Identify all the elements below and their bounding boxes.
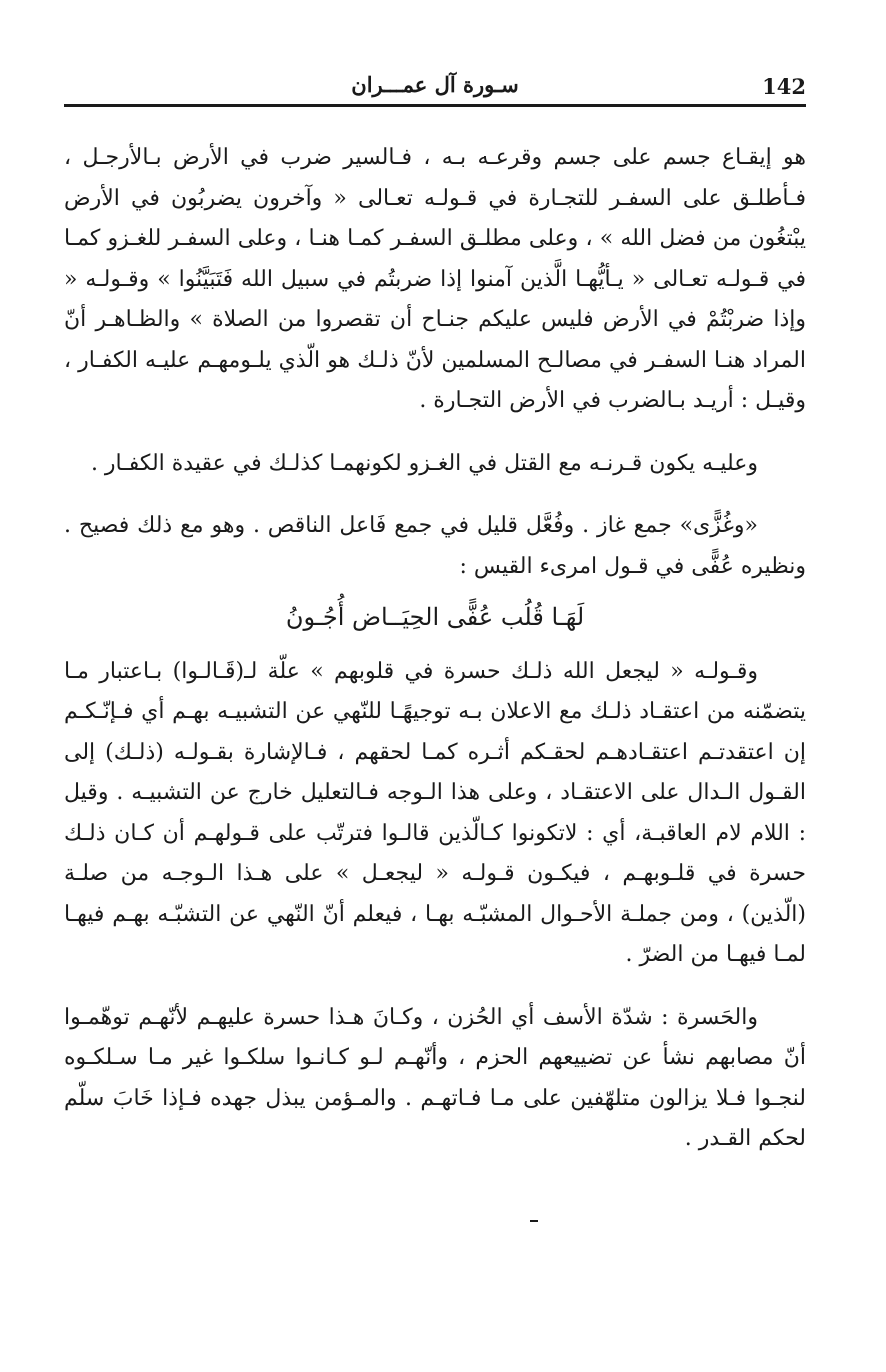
paragraph-4: وقـولـه « ليجعل الله ذلـك حسرة في قلوبهم » علّة لـ(قَـالـوا) بـاعتبار مـا يتضمّنه من اعتقـاد ذلـك مع الاعلان بـه توجيهًـا للنّهي عن التشبيـه بهـم أي فـإنّـكـم إن اعتقدتـم اعتقـادهـم لحقـكم أثـره كمـا لحقهم ، فـالإشارة بقـولـه (ذلـك) إلى القـول الـدال على الاعتقـاد ، وعلى هذا الـوجه فـالتعليل خارج عن التشبيـه . وقيل : اللام لام العاقبـة، أي : لاتكونوا كـالّذين قالـوا فترتّب على قـولهـم أن كـان ذلـك حسرة في قلـوبهـم ، فيكـون قـولـه « ليجعـل » على هـذا الـوجـه من صلـة (الّذين) ، ومن جملـة الأحـوال المشبّـه بهـا ، فيعلم أنّ النّهي عن التشبّـه بهـم فيهـا لمـا فيهـا من الضرّ . xyxy=(64,658,806,967)
paragraph-1: هو إيقـاع جسم على جسم وقرعـه بـه ، فـالسير ضرب في الأرض بـالأرجـل ، فـأطلـق على السفـر للتجـارة في قـولـه تعـالى « وآخرون يضربُون في الأرض يبْتغُون من فضل الله » ، وعلى مطلـق السفـر كمـا هنـا ، وعلى السفـر للغـزو كمـا في قـولـه تعـالى « يـأيُّهـا الَّذين آمنوا إذا ضربتُم في سبيل الله فَتَبَيَّنُوا » وقـولـه « وإذا ضربْتُمْ في الأرض فليس عليكم جنـاح أن تقصروا من الصلاة » والظـاهـر أنّ المراد هنـا السفـر في مصالـح المسلمين لأنّ ذلـك هو الّذي يلـومهـم عليـه الكفـار ، وقيـل : أريـد بـالضرب في الأرض التجـارة . xyxy=(64,145,806,413)
page-header xyxy=(64,68,806,104)
page-body xyxy=(64,138,806,1160)
paragraph-2: وعليـه يكون قـرنـه مع القتل في الغـزو لكونهمـا كذلـك في عقيدة الكفـار . xyxy=(90,450,758,476)
poetry-verse: لَهَـا قُلُب عُفًّى الحِيَــاض أُجُـونُ xyxy=(285,603,585,631)
header-divider xyxy=(64,104,806,107)
page-number: 142 xyxy=(762,74,806,99)
stray-mark xyxy=(530,1220,538,1222)
paragraph-5: والحَسرة : شدّة الأسف أي الحُزن ، وكـانَ هـذا حسرة عليهـم لأنّهـم توهّمـوا أنّ مصابهم نشأ عن تضييعهم الحزم ، وأنّهـم لـو كـانـوا سلكـوا غير مـا سـلكـوه لنجـوا فـلا يزالون متلهّفين على مـا فـاتهـم . والمـؤمن يبذل جهده فـإذا خَابَ سلّم لحكم القـدر . xyxy=(64,1004,806,1151)
surah-title: سـورة آل عمـــران xyxy=(351,72,519,97)
paragraph-3: «وغُزًّى» جمع غاز . وفُعَّل قليل في جمع فَاعل الناقص . وهو مع ذلك فصيح . ونظيره عُفًّى في قـول امرىء القيس : xyxy=(64,513,806,579)
